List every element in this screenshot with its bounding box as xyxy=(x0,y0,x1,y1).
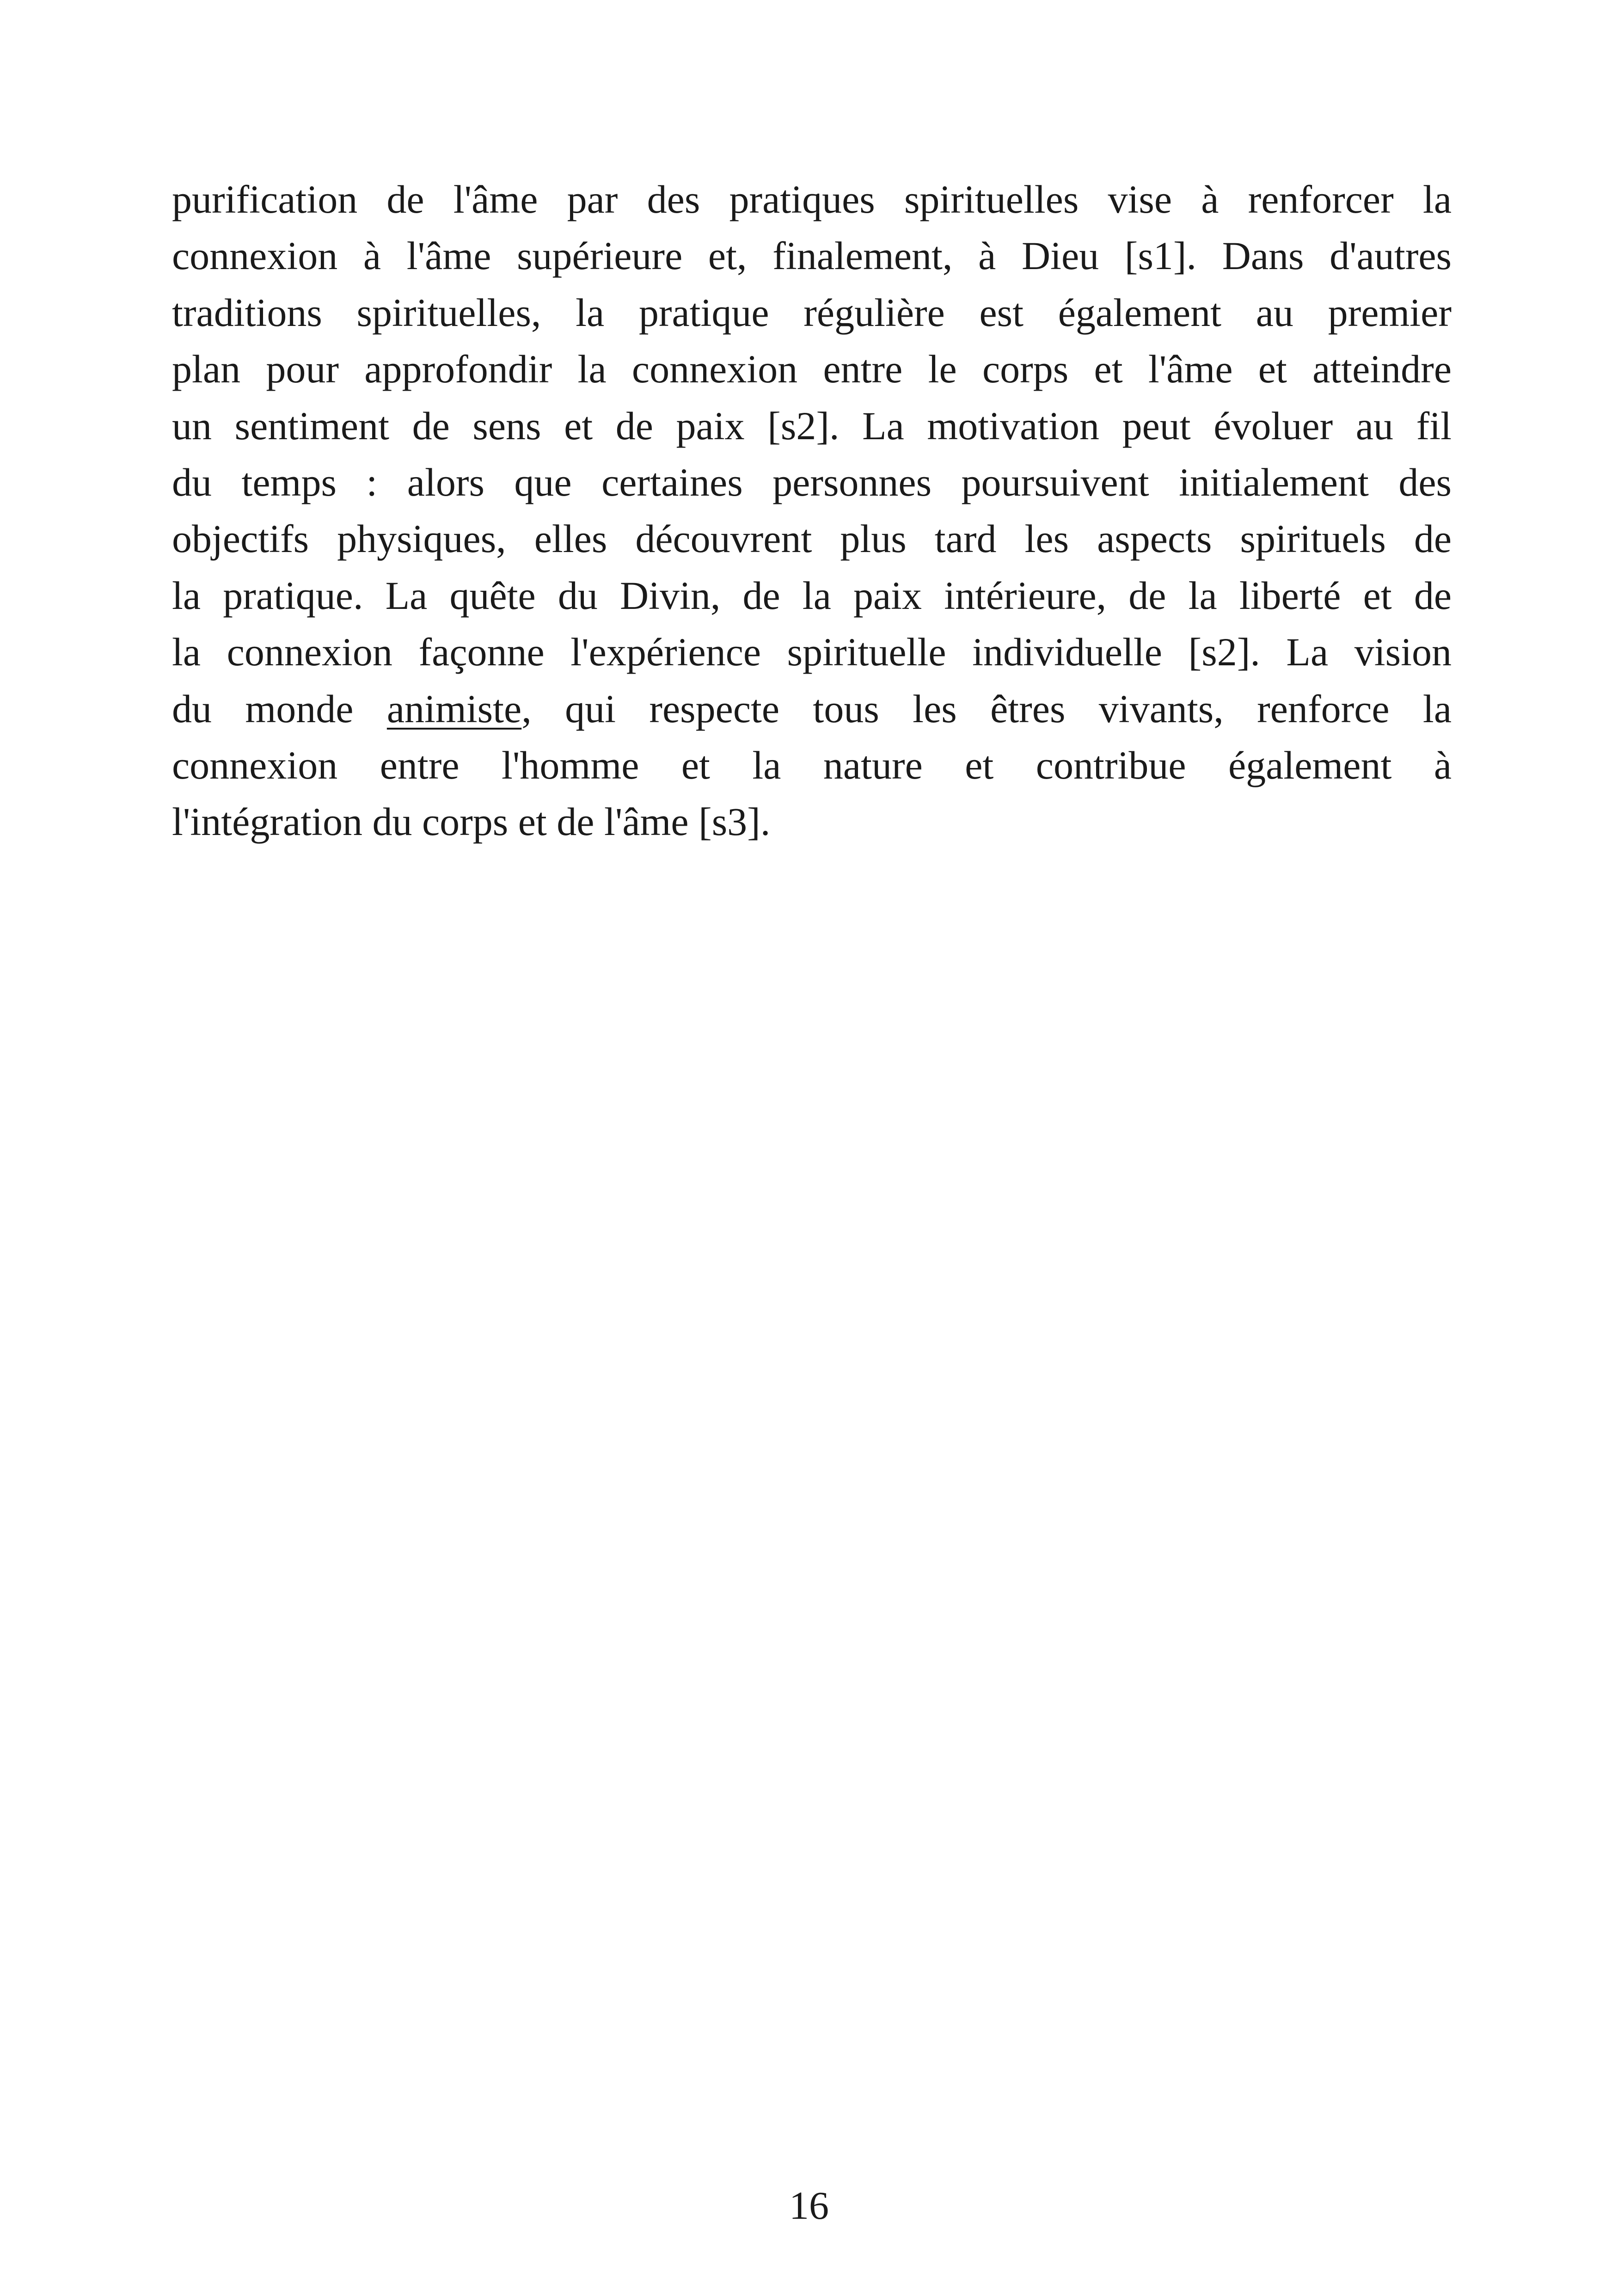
text-line-6: du temps : alors que certaines personnes poursuivent initialement des xyxy=(172,460,1452,505)
text-line-9: la connexion façonne l'expérience spirituelle individuelle [s2]. La vision xyxy=(172,630,1452,675)
text-line-8: la pratique. La quête du Divin, de la paix intérieure, de la liberté et de xyxy=(172,573,1452,618)
text-line-3: traditions spirituelles, la pratique régulière est également au premier xyxy=(172,290,1452,335)
text-line-7: objectifs physiques, elles découvrent plus tard les aspects spirituels de xyxy=(172,516,1452,561)
text-segment: , qui respecte tous les êtres vivants, renforce la xyxy=(521,686,1452,731)
text-line-10 xyxy=(172,681,1452,737)
text-line-12: l'intégration du corps et de l'âme [s3]. xyxy=(172,799,771,844)
text-line-11: connexion entre l'homme et la nature et contribue également à xyxy=(172,743,1452,788)
text-line-5: un sentiment de sens et de paix [s2]. La motivation peut évoluer au fil xyxy=(172,403,1452,448)
animiste-link[interactable]: animiste xyxy=(386,686,522,731)
text-line-1: purification de l'âme par des pratiques spirituelles vise à renforcer la xyxy=(172,177,1452,221)
body-paragraph xyxy=(172,171,1452,850)
text-line-2: connexion à l'âme supérieure et, finalement, à Dieu [s1]. Dans d'autres xyxy=(172,233,1452,278)
text-line-4: plan pour approfondir la connexion entre le corps et l'âme et atteindre xyxy=(172,347,1452,392)
text-segment: du monde xyxy=(172,686,387,731)
page-number: 16 xyxy=(789,2183,829,2228)
